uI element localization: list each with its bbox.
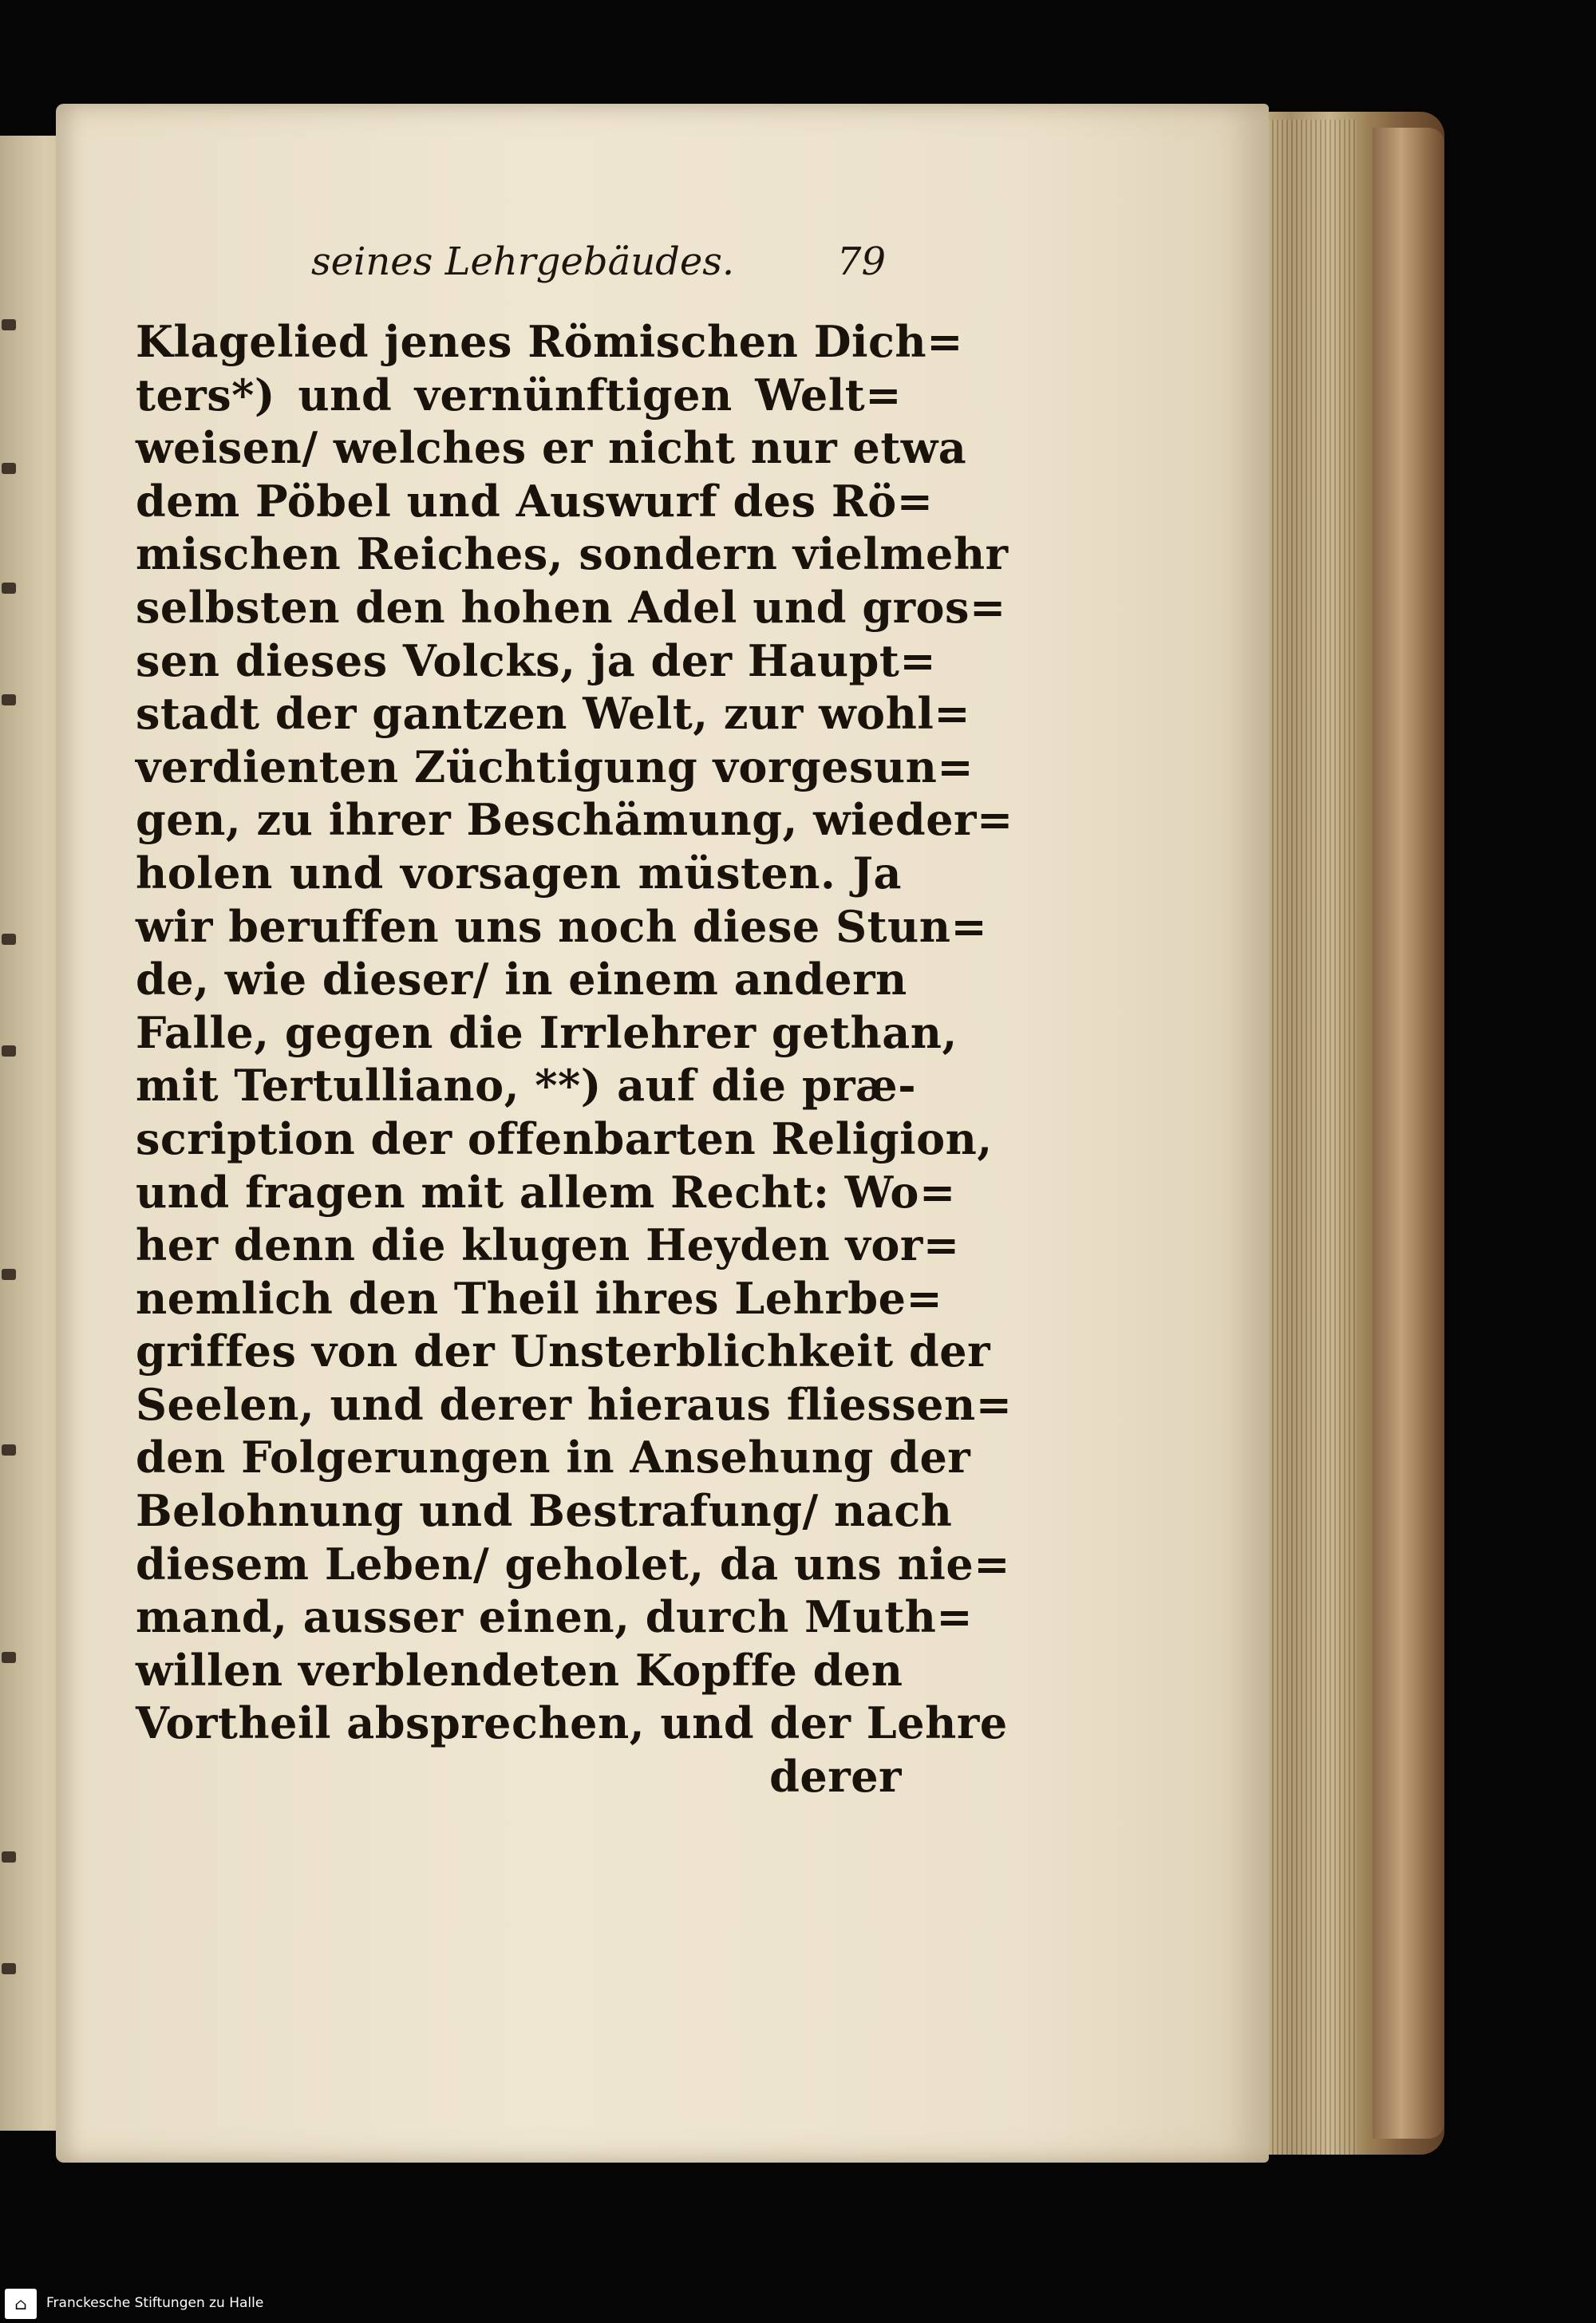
text-line: Belohnung und Bestrafung/ nach <box>136 1485 953 1537</box>
left-page-letter-fragment <box>2 1444 16 1456</box>
text-line: dem Pöbel und Auswurf des Rö= <box>136 475 934 527</box>
institution-logo-icon: ⌂ <box>5 2289 37 2319</box>
text-line: Klagelied jenes Römischen Dich= <box>136 316 963 367</box>
header-title: seines Lehrgebäudes. <box>311 239 735 284</box>
left-page-letter-fragment <box>2 1963 16 1974</box>
text-line: willen verblendeten Kopffe den <box>136 1644 903 1696</box>
left-page-letter-fragment <box>2 1269 16 1280</box>
text-line: verdienten Züchtigung vorgesun= <box>136 741 974 792</box>
text-line: stadt der gantzen Welt, zur wohl= <box>136 688 971 740</box>
catchword: derer <box>769 1751 902 1803</box>
text-line: sen dieses Volcks, ja der Haupt= <box>136 634 937 686</box>
text-line: weisen/ welches er nicht nur etwa <box>136 422 967 474</box>
left-page-letter-fragment <box>2 1045 16 1057</box>
left-page-letter-fragment <box>2 319 16 330</box>
text-line: holen und vorsagen müsten. Ja <box>136 847 902 899</box>
text-line: mit Tertulliano, **) auf die præ- <box>136 1060 917 1112</box>
left-page-letter-fragment <box>2 1851 16 1863</box>
text-line: den Folgerungen in Ansehung der <box>136 1432 971 1483</box>
text-line: Seelen, und derer hieraus fliessen= <box>136 1378 1013 1430</box>
running-header <box>311 239 886 287</box>
left-page-letter-fragment <box>2 934 16 945</box>
text-line: diesem Leben/ geholet, da uns nie= <box>136 1538 1010 1590</box>
left-page-letter-fragment <box>2 463 16 474</box>
text-line: Vortheil absprechen, und der Lehre <box>136 1697 1008 1749</box>
book-cover-edge <box>1373 128 1444 2139</box>
text-line: selbsten den hohen Adel und gros= <box>136 581 1006 633</box>
footer-bar <box>0 2284 1596 2323</box>
text-line: und fragen mit allem Recht: Wo= <box>136 1166 956 1218</box>
left-page-letter-fragment <box>2 694 16 705</box>
footer-credit: Franckesche Stiftungen zu Halle <box>46 2295 264 2311</box>
text-line: scription der offenbarten Religion, <box>136 1112 993 1164</box>
text-line: her denn die klugen Heyden vor= <box>136 1219 960 1271</box>
body-text <box>136 315 1013 1803</box>
text-line: Falle, gegen die Irrlehrer gethan, <box>136 1006 958 1058</box>
left-page-letter-fragment <box>2 1652 16 1663</box>
text-line: ters*) und vernünftigen Welt= <box>136 369 902 421</box>
text-line: nemlich den Theil ihres Lehrbe= <box>136 1272 943 1324</box>
text-line: mand, ausser einen, durch Muth= <box>136 1591 974 1643</box>
text-line: de, wie dieser/ in einem andern <box>136 954 907 1005</box>
text-line: wir beruffen uns noch diese Stun= <box>136 900 988 952</box>
text-line: gen, zu ihrer Beschämung, wieder= <box>136 794 1013 846</box>
text-line: mischen Reiches, sondern vielmehr <box>136 528 1009 580</box>
text-line: griffes von der Unsterblichkeit der <box>136 1325 991 1377</box>
page-number: 79 <box>836 239 886 284</box>
left-page-letter-fragment <box>2 583 16 594</box>
